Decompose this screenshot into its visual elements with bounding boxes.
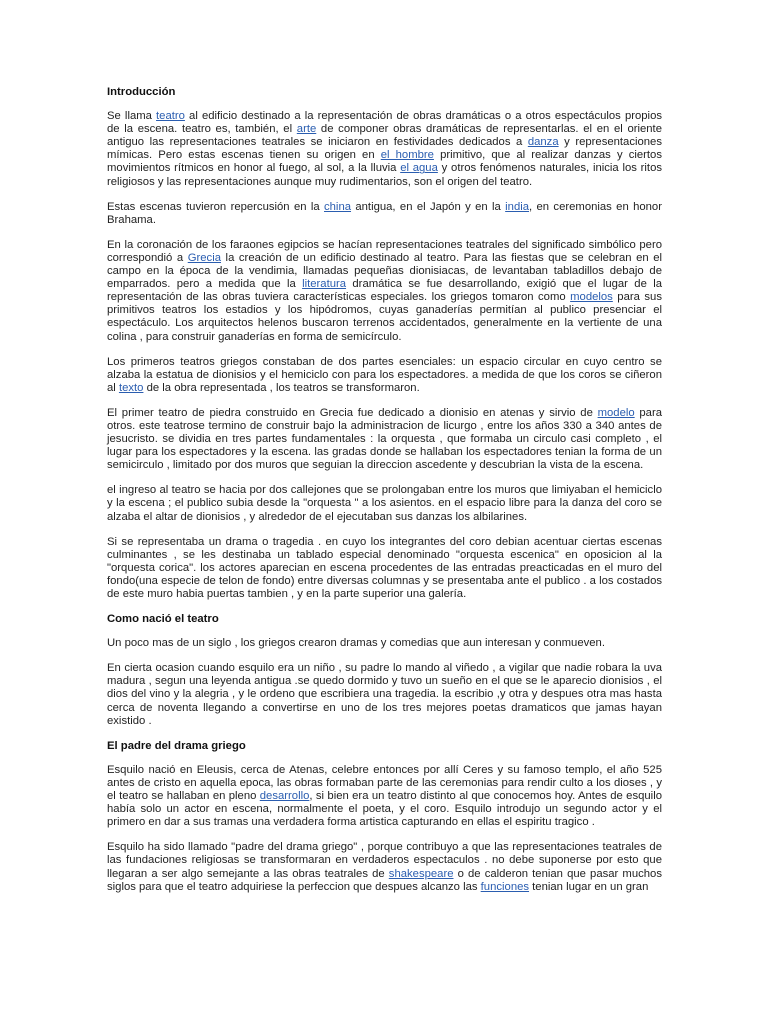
paragraph [107,637,662,650]
paragraph [107,239,662,344]
text-run: Si se representaba un drama o tragedia . en cuyo los integrantes del coro debian acentuar ciertas escenas culminantes , se les destinaba un tablado especial denominado "orquesta escenica" en oposicion al la "orquesta corica". los actores aparecian en escena procedentes de las entradas preacticadas en el muro del fondo(una especie de telon de fondo) entre diversas columnas y se presentaba ante el publico . a los costados de este muro habia puertas tambien , y en la parte superior una galería. [107,535,662,600]
text-run: antigua, en el Japón y en la [351,200,506,213]
inline-link[interactable]: el hombre [380,149,434,162]
text-run: El primer teatro de piedra construido en Grecia fue dedicado a dionisio en atenas y sirvio de [107,406,598,419]
text-run: En cierta ocasion cuando esquilo era un niño , su padre lo mando al viñedo , a vigilar que nadie robara la uva madura , segun una leyenda antigua .se quedo dormido y tuvo un sueño en el que se le aparecio dionisios , el dios del vino y la alegria , y le ordeno que escribiera una tragedia. la escribio ,y otra y despues otra mas hasta cerca de noventa llegando a convertirse en uno de los tres mejores poetas dramaticos que jamas hayan existido . [107,662,662,727]
inline-link[interactable]: modelos [570,291,613,304]
inline-link[interactable]: china [324,200,352,213]
text-run: Se llama [107,110,157,123]
text-run: Esquilo ha sido llamado "padre del drama griego" , porque contribuyo a que las representaciones teatrales de las fundaciones religiosas se transformaran en verdaderos espectaculos . no debe suponerse por esto que llegaran a ser algo semejante a las obras teatrales de [107,841,662,880]
inline-link[interactable]: el agua [400,162,438,175]
paragraph [107,110,662,189]
paragraph [107,662,662,727]
paragraph [107,407,662,472]
paragraph [107,201,662,227]
section-heading: Introducción [107,86,176,98]
paragraph [107,764,662,829]
text-run: Los primeros teatros griegos constaban de dos partes esenciales: un espacio circular en cuyo centro se alzaba la estatua de dionisios y el hemiciclo con para los espectadores. a medida de que los coros se ciñeron al [107,355,662,394]
paragraph [107,841,662,893]
paragraph [107,536,662,601]
inline-link[interactable]: shakespeare [388,867,454,880]
section-heading: Como nació el teatro [107,613,219,626]
section-heading: El padre del drama griego [107,739,246,752]
inline-link[interactable]: funciones [480,880,530,893]
paragraph [107,356,662,395]
inline-link[interactable]: danza [527,136,559,149]
text-run: dramática se fue desarrollando, exigió que el lugar de la representación de las obras tuviera características especiales. los griegos tomaron como [107,278,662,304]
text-run: tenian lugar en un gran [529,880,649,893]
text-run: para sus primitivos teatros los estadios y los hipódromos, cuyas ganaderías permitían al publico presenciar el espectáculo. Los arquitectos helenos buscaron terrenos accidentados, generalmente en la vertiente de una colina , para construir ganaderías en forma de semicírculo. [107,291,662,343]
text-run: de componer obras dramáticas de representarlas. el en el oriente antiguo las representaciones teatrales se iniciaron en festividades dedicados a [107,123,662,149]
text-run: Esquilo nació en Eleusis, cerca de Atenas, celebre entonces por allí Ceres y su famoso templo, el año 525 antes de cristo en aquella epoca, las obras formaban parte de las ceremonias para rendir culto a los dioses , y el teatro se hallaban en pleno [107,763,662,803]
text-run: de la obra representada , los teatros se transformaron. [143,381,420,394]
text-run: y otros fenómenos naturales, inicia los ritos religiosos y las representaciones aunque muy rudimentarios, son el origen del teatro. [107,162,663,188]
inline-link[interactable]: texto [118,381,144,394]
text-run: para otros. este teatrose termino de construir bajo la administracion de licurgo , entre los años 330 a 340 antes de jesucristo. se dividia en tres partes fundamentales : la orquesta , que formaba un circulo casi completo , el lugar para los espectadores y la escena. las gradas donde se hallaban los espectadores tenian la forma de un semicirculo , limitado por dos muros que seguian la direccion ascedente y descubrian la vista de la escena. [107,406,663,472]
paragraph [107,484,662,523]
document-body [107,86,662,906]
text-run: primitivo, que al realizar danzas y ciertos movimientos rítmicos en honor al fuego, al sol, a la lluvia [107,149,662,175]
inline-link[interactable]: modelo [597,406,635,419]
inline-link[interactable]: Grecia [187,251,221,264]
text-run: , si bien era un teatro distinto al que conocemos hoy. Antes de esquilo había solo un actor en escena, normalmente el poeta, y el coro. Esquilo introdujo un segundo actor y el primero en dar a sus tramas una verdadera forma artistica capturando en ellas el espiritu tragico . [107,790,662,829]
inline-link[interactable]: teatro [156,110,185,123]
text-run: Estas escenas tuvieron repercusión en la [107,200,324,213]
text-run: o de calderon tenian que pasar muchos siglos para que el teatro adquiriese la perfeccion que despues alcanzo las [107,867,662,893]
inline-link[interactable]: desarrollo [259,790,310,803]
inline-link[interactable]: literatura [302,278,347,291]
text-run: , en ceremonias en honor Brahama. [107,200,662,226]
text-run: y representaciones mímicas. Pero estas escenas tienen su origen en [107,136,662,162]
text-run: la creación de un edificio destinado al teatro. Para las fiestas que se celebran en el campo en la época de la vendimia, llamadas pequeñas dionisiacas, de levantaban tabladillos debajo de emparrados. pero a medida que la [107,251,662,291]
inline-link[interactable]: india [505,200,530,213]
inline-link[interactable]: arte [296,123,317,136]
text-run: En la coronación de los faraones egipcios se hacían representaciones teatrales del significado simbólico pero correspondió a [107,238,662,264]
text-run: el ingreso al teatro se hacia por dos callejones que se prolongaban entre los muros que limiyaban el hemiciclo y la escena ; el publico subia desde la "orquesta " a los asientos. en el espacio libre para la danza del coro se alzaba el altar de dionisios , y alrededor de el ejecutaban sus danzas los albilarines. [107,484,662,523]
text-run: al edificio destinado a la representación de obras dramáticas o a otros espectáculos propios de la escena. teatro es, también, el [107,110,662,136]
text-run: Un poco mas de un siglo , los griegos crearon dramas y comedias que aun interesan y conmueven. [107,637,605,650]
